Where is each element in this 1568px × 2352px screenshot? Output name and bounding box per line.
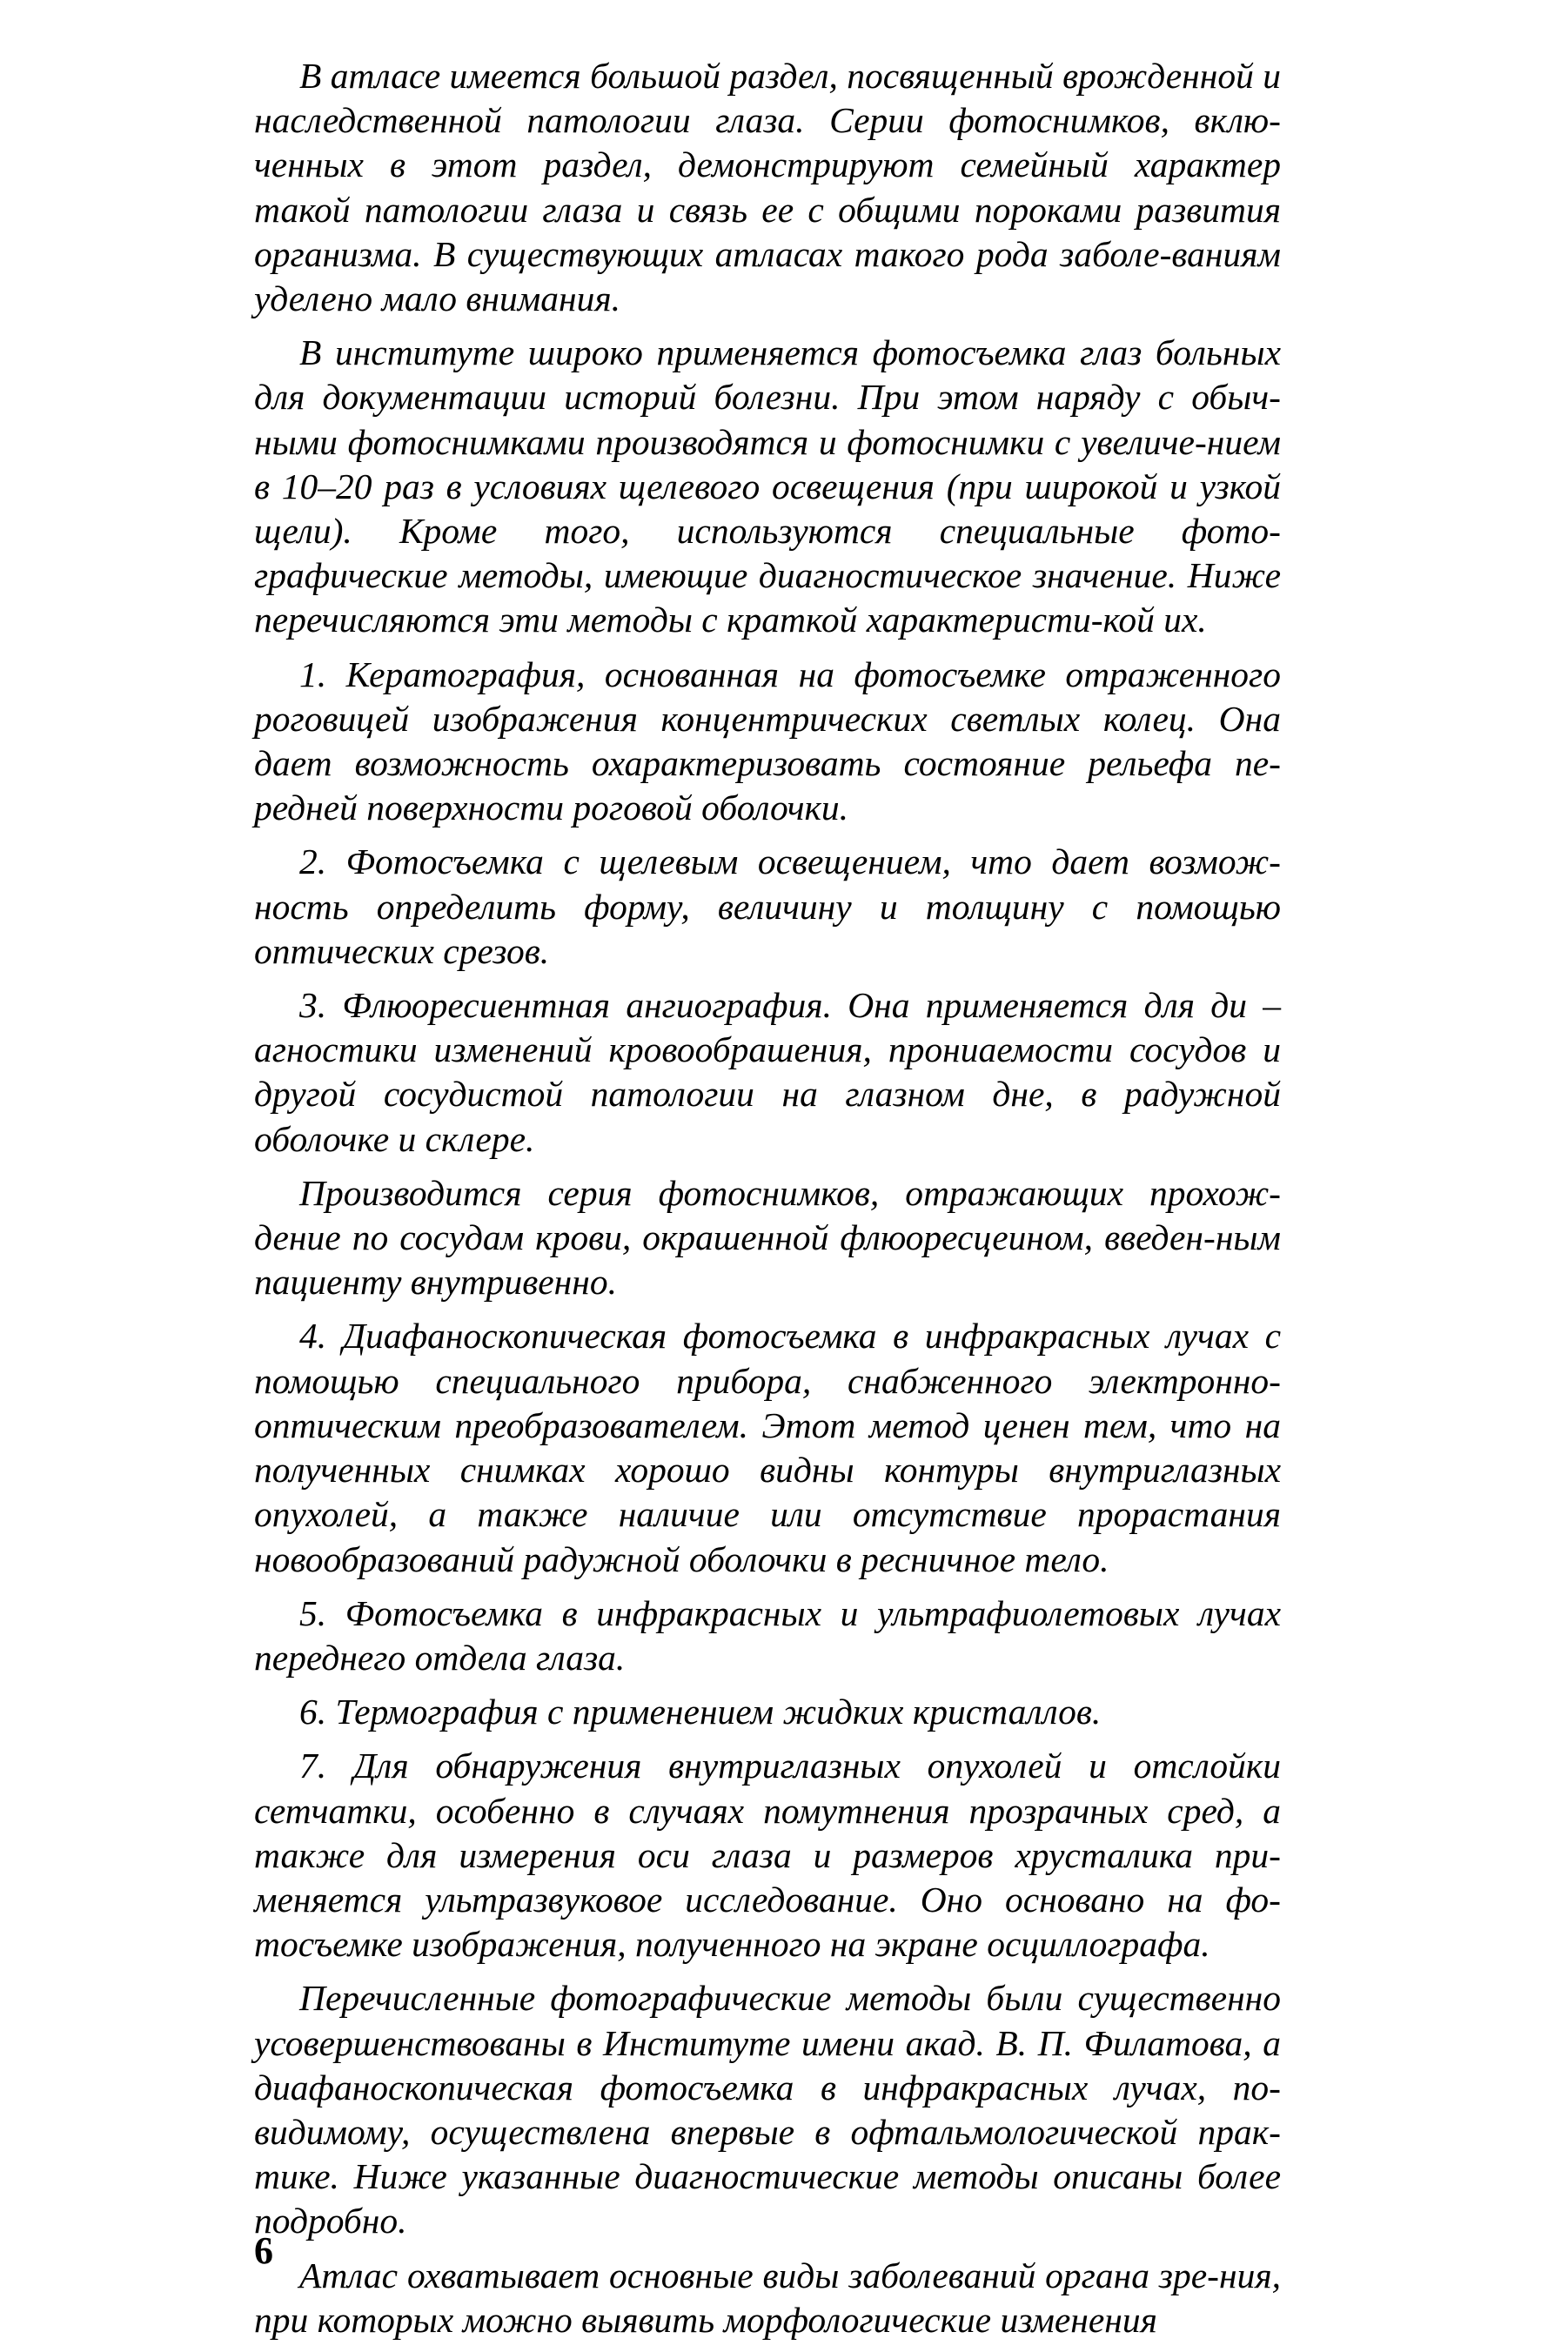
page-text [254,54,1281,2352]
list-item-keratography: 1. Кератография, основанная на фотосъемке отраженного роговицей изображения концентрических светлых колец. Она дает возможность охарактеризовать состояние рельефа пе-редней поверхности роговой оболочки. [254,653,1281,828]
list-item-slit-lamp: 2. Фотосъемка с щелевым освещением, что дает возмож-ность определить форму, величину и толщину с помощью оптических срезов. [254,841,1281,971]
paragraph-photography-methods: В институте широко применяется фотосъемка глаз больных для документации историй болезни. При этом наряду с обыч-ными фотоснимками производятся и фотоснимки с увеличе-нием в 10–20 раз в условиях щелевого освещения (при широкой и узкой щели). Кроме того, используются специальные фото-графические методы, имеющие диагностическое значение. Ниже перечисляются эти методы с краткой характеристи-кой их. [254,332,1281,640]
paragraph-atlas-scope: Атлас охватывает основные виды заболеваний органа зре-ния, при которых можно выявить морфологические изменения [254,2255,1281,2340]
page-number: 6 [254,2229,273,2272]
list-item-fluorescein-angiography: 3. Флюоресиентная ангиография. Она применяется для ди – агностики изменений кровообрашения, прониаемости сосудов и другой сосудистой патологии на глазном дне, в радужной оболочке и склере. [254,985,1281,1159]
list-item-ultrasound: 7. Для обнаружения внутриглазных опухолей и отслойки сетчатки, особенно в случаях помутнения прозрачных сред, а также для измерения оси глаза и размеров хрусталика при-меняется ультразвуковое исследование. Оно основано на фо-тосъемке изображения, полученного на экране осциллографа. [254,1746,1281,1965]
list-item-diaphanoscopy: 4. Диафаноскопическая фотосъемка в инфракрасных лучах с помощью специального прибора, снабженного электронно-оптическим преобразователем. Этот метод ценен тем, что на полученных снимках хорошо видны контуры внутриглазных опухолей, а также наличие или отсутствие прорастания новообразований радужной оболочки в ресничное тело. [254,1316,1281,1579]
paragraph-congenital-pathology: В атласе имеется большой раздел, посвященный врожденной и наследственной патологии глаза. Серии фотоснимков, вклю-ченных в этот раздел, демонстрируют семейный характер такой патологии глаза и связь ее с общими пороками развития организма. В существующих атласах такого рода заболе-ваниям уделено мало внимания. [254,56,1281,319]
list-item-thermography: 6. Термография с применением жидких кристаллов. [299,1692,1102,1732]
paragraph-filatov-institute: Перечисленные фотографические методы были существенно усовершенствованы в Институте имени акад. В. П. Филатова, а диафаноскопическая фотосъемка в инфракрасных лучах, по-видимому, осуществлена впервые в офтальмологической прак-тике. Ниже указанные диагностические методы описаны более подробно. [254,1978,1281,2241]
list-item-infrared-ultraviolet: 5. Фотосъемка в инфракрасных и ультрафиолетовых лучах переднего отдела глаза. [254,1592,1281,1678]
paragraph-photo-series: Производится серия фотоснимков, отражающих прохож-дение по сосудам крови, окрашенной флюоресцеином, введен-ным пациенту внутривенно. [254,1172,1281,1303]
